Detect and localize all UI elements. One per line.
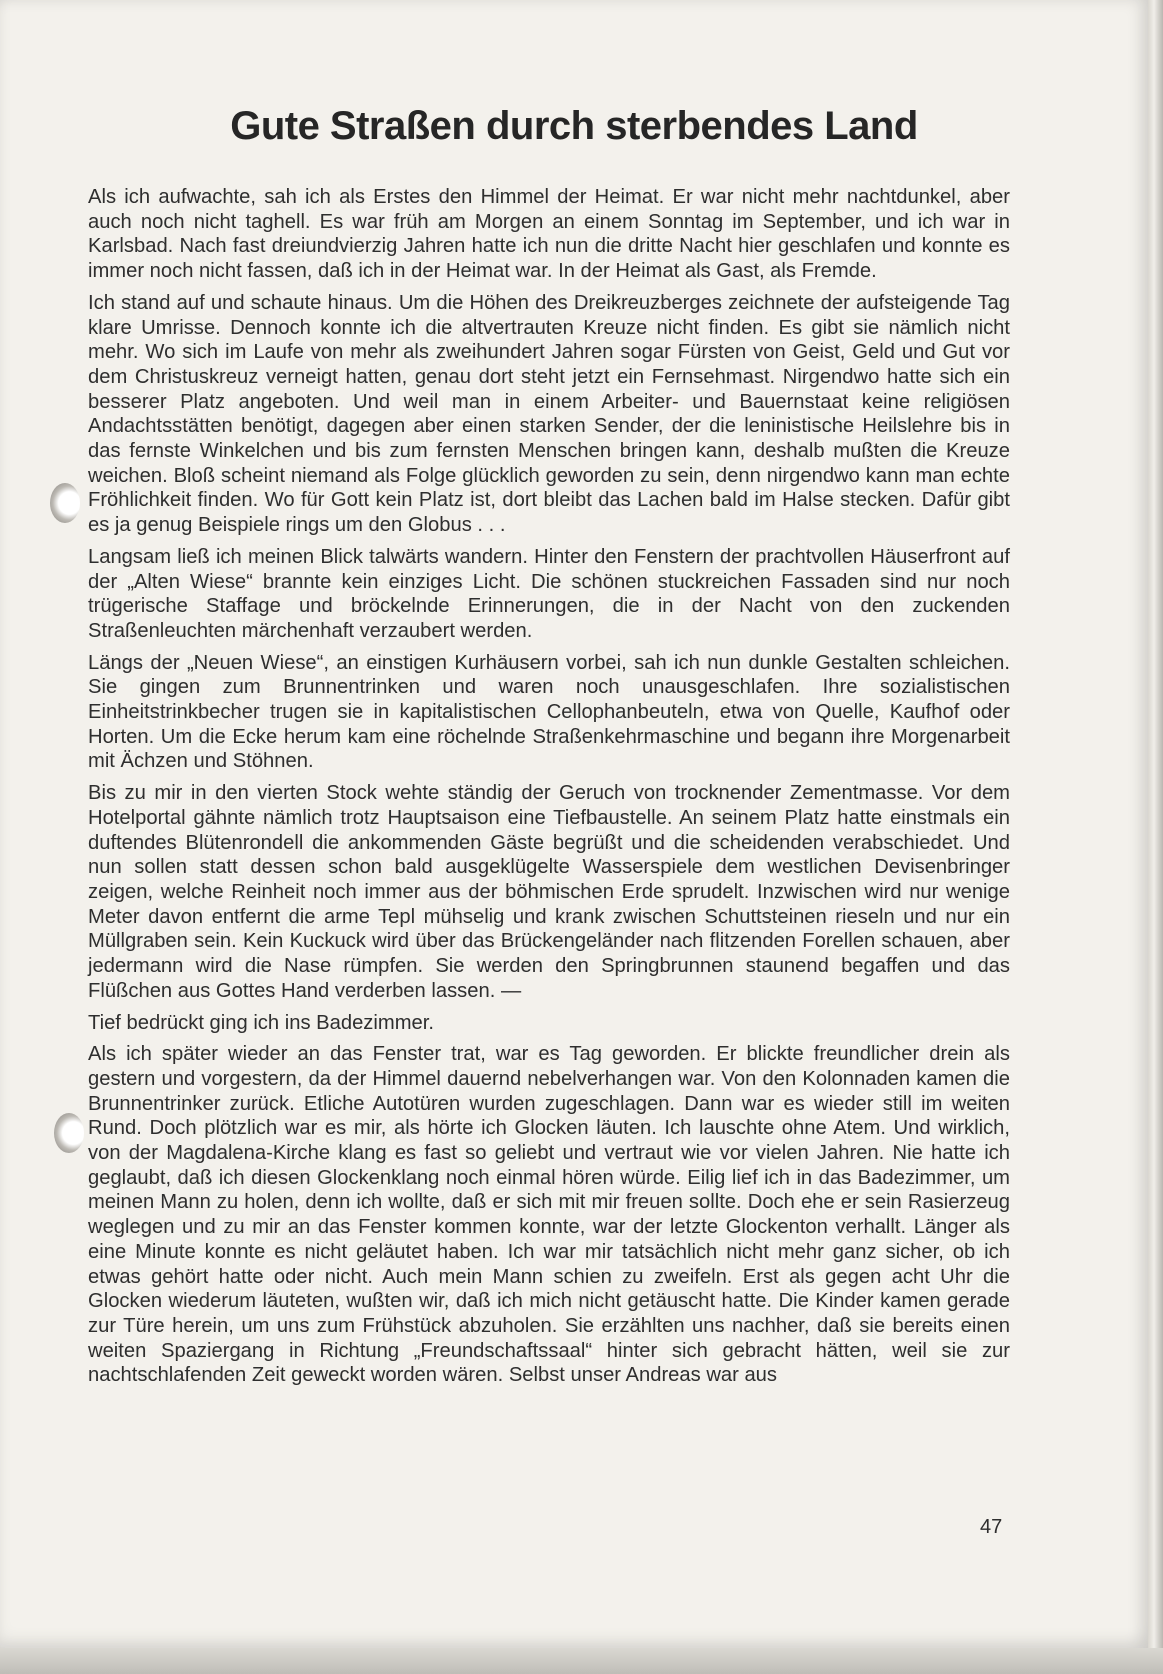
punch-hole-lower — [54, 1113, 84, 1153]
paragraph-1: Als ich aufwachte, sah ich als Erstes den Himmel der Heimat. Er war nicht mehr nachtdunkel, aber auch noch nicht taghell. Es war früh am Morgen an einem Sonntag im September, und ich war in Karlsbad. Nach fast dreiundvierzig Jahren hatte ich nun die dritte Nacht hier geschlafen und konnte es immer noch nicht fassen, daß ich in der Heimat war. In der Heimat als Gast, als Fremde. — [88, 186, 1010, 283]
article-title: Gute Straßen durch sterbendes Land — [230, 104, 918, 148]
scan-bottom-edge — [0, 1648, 1163, 1674]
page-number: 47 — [980, 1516, 1003, 1538]
paragraph-3: Langsam ließ ich meinen Blick talwärts wandern. Hinter den Fenstern der prachtvollen Häuserfront auf der „Alten Wiese“ brannte kein einziges Licht. Die schönen stuckreichen Fassaden sind nur noch trügerische Staffage und bröckelnde Erinnerungen, die in der Nacht von den zuckenden Straßenleuchten märchenhaft verzaubert werden. — [88, 545, 1010, 642]
paragraph-6: Tief bedrückt ging ich ins Badezimmer. — [88, 1011, 434, 1034]
page-edge — [1148, 0, 1163, 1674]
paragraph-7: Als ich später wieder an das Fenster trat, war es Tag geworden. Er blickte freundlicher drein als gestern und vorgestern, da der Himmel dauernd nebelverhangen war. Von den Kolonnaden kamen die Brunnentrinker zurück. Etliche Autotüren wurden zugeschlagen. Dann war es wieder still im weiten Rund. Doch plötzlich war es mir, als hörte ich Glocken läuten. Ich lauschte ohne Atem. Und wirklich, von der Magdalena-Kirche klang es fast so geliebt und vertraut wie vor vielen Jahren. Nie hatte ich geglaubt, daß ich diesen Glockenklang noch einmal hören würde. Eilig lief ich in das Badezimmer, um meinen Mann zu holen, denn ich wollte, daß er sich mit mir freuen sollte. Doch ehe er sein Rasierzeug weglegen und zu mir an das Fenster kommen konnte, war der letzte Glockenton verhallt. Länger als eine Minute konnte es nicht geläutet haben. Ich war mir tatsächlich nicht mehr ganz sicher, ob ich etwas gehört hatte oder nicht. Auch mein Mann schien zu zweifeln. Erst als gegen acht Uhr die Glocken wiederum läuteten, wußten wir, daß ich mich nicht getäuscht hatte. Die Kinder kamen gerade zur Türe herein, um uns zum Frühstück abzuholen. Sie erzählten uns nachher, daß sie bereits einen weiten Spaziergang in Richtung „Freundschaftssaal“ hinter sich gebracht hätten, weil sie zur nachtschlafenden Zeit geweckt worden wären. Selbst unser Andreas war aus — [88, 1043, 1010, 1387]
paragraph-5: Bis zu mir in den vierten Stock wehte ständig der Geruch von trocknender Zementmasse. Vor dem Hotelportal gähnte nämlich trotz Hauptsaison eine Tiefbaustelle. An seinem Platz hatte einstmals ein duftendes Blütenrondell die ankommenden Gäste begrüßt und die scheidenden verabschiedet. Und nun sollen statt dessen schon bald ausgeklügelte Wasserspiele dem westlichen Devisenbringer zeigen, welche Reinheit noch immer aus der böhmischen Erde sprudelt. Inzwischen wird nur wenige Meter davon entfernt die arme Tepl mühselig und krank zwischen Schuttsteinen rieseln und nur ein Müllgraben sein. Kein Kuckuck wird über das Brückengeländer nach flitzenden Forellen schauen, aber jedermann wird die Nase rümpfen. Sie werden den Springbrunnen staunend begaffen und das Flüßchen aus Gottes Hand verderben lassen. — — [88, 782, 1010, 1002]
article-body — [88, 185, 1010, 1395]
paragraph-4: Längs der „Neuen Wiese“, an einstigen Kurhäusern vorbei, sah ich nun dunkle Gestalten schleichen. Sie gingen zum Brunnentrinken und waren noch unausgeschlafen. Ihre sozialistischen Einheitstrinkbecher trugen sie in kapitalistischen Cellophanbeuteln, etwa von Quelle, Kaufhof oder Horten. Um die Ecke herum kam eine röchelnde Straßenkehrmaschine und begann ihre Morgenarbeit mit Ächzen und Stöhnen. — [88, 651, 1010, 773]
paragraph-2: Ich stand auf und schaute hinaus. Um die Höhen des Dreikreuzberges zeichnete der aufsteigende Tag klare Umrisse. Dennoch konnte ich die altvertrauten Kreuze nicht finden. Es gibt sie nämlich nicht mehr. Wo sich im Laufe von mehr als zweihundert Jahren sogar Fürsten von Geist, Geld und Gut vor dem Christuskreuz verneigt hatten, genau dort steht jetzt ein Fernsehmast. Nirgendwo hatte sich ein besserer Platz angeboten. Und weil man in einem Arbeiter- und Bauernstaat keine religiösen Andachtsstätten benötigt, dagegen aber einen starken Sender, der die leninistische Heilslehre bis in das fernste Winkelchen und bis zum fernsten Menschen bringen kann, deshalb mußten die Kreuze weichen. Bloß scheint niemand als Folge glücklich geworden zu sein, denn nirgendwo kann man echte Fröhlichkeit finden. Wo für Gott kein Platz ist, dort bleibt das Lachen bald im Halse stecken. Dafür gibt es ja genug Beispiele rings um den Globus . . . — [88, 291, 1010, 537]
punch-hole-upper — [50, 483, 80, 523]
